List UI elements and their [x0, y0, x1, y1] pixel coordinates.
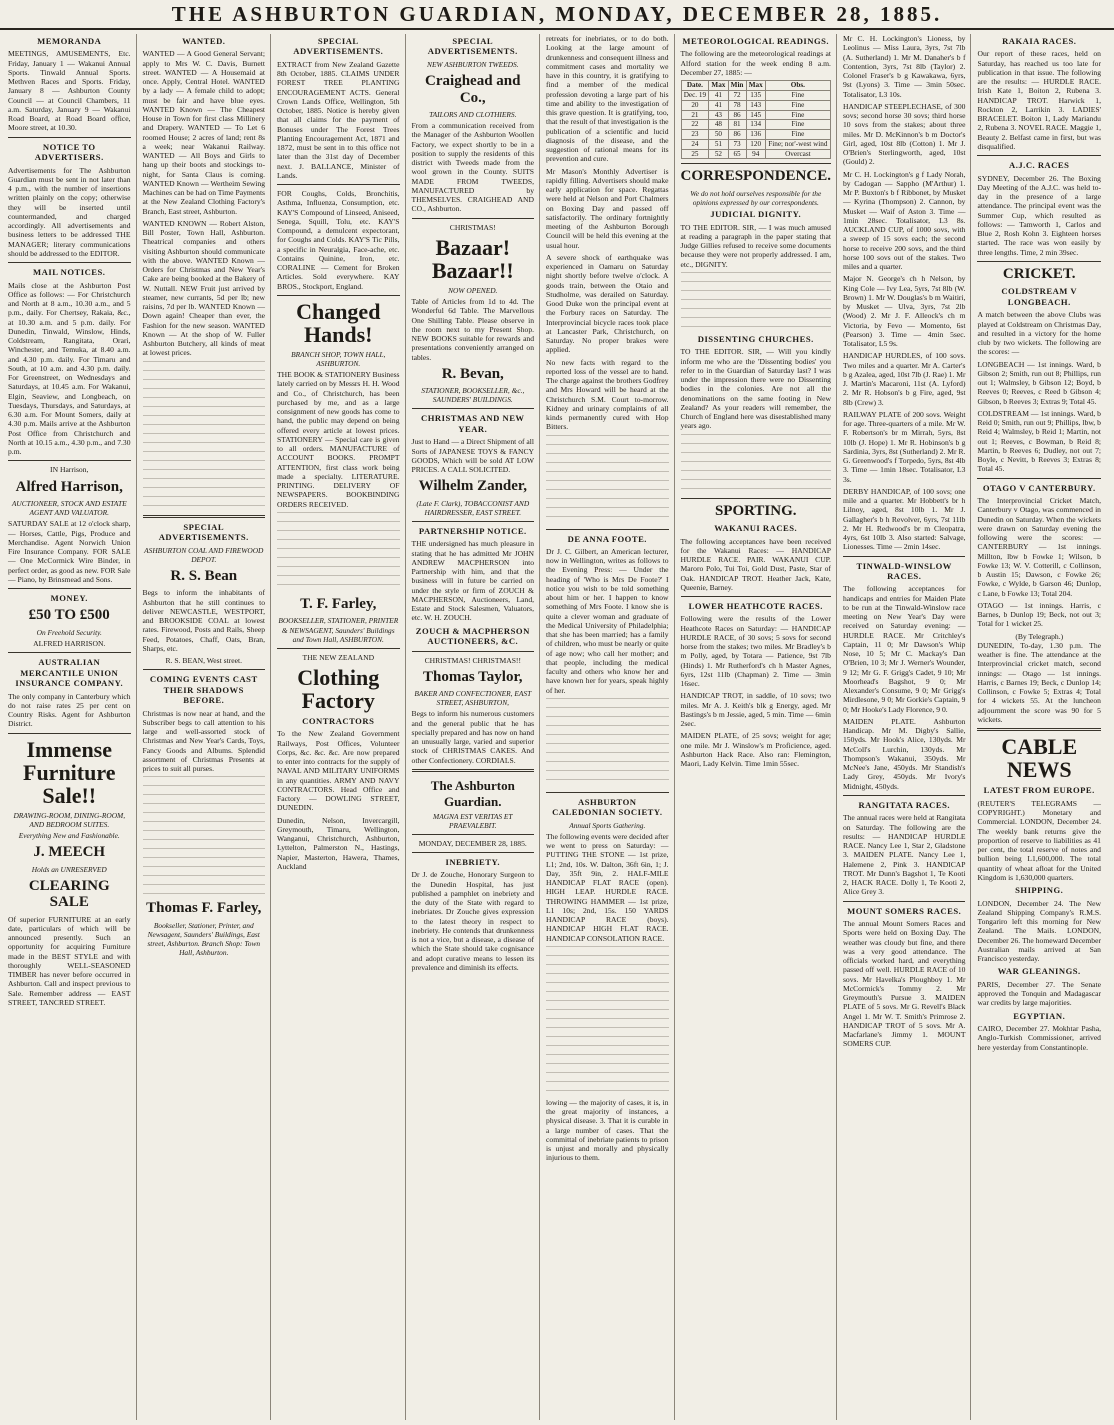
judicial-heading: JUDICIAL DIGNITY.: [710, 209, 802, 220]
partnership-heading: PARTNERSHIP NOTICE.: [418, 525, 527, 536]
column-5: [546, 34, 675, 1420]
small-print-block-5c: [546, 946, 669, 1096]
memoranda-text: MEETINGS, AMUSEMENTS, Etc. Friday, January 1 — Wakanui Annual Sports. Tinwald Annual Sports. Methven Races and Sports. Friday, January 8 — Ashburton County Council — at Council Chambers, 11 a.m. Saturday, January 9 — Wakanui Road Board, at Road Board office, Moore street, at 10.30.: [8, 49, 131, 133]
met-col-header: Max: [746, 81, 765, 91]
tinwald-winslow-text: The following acceptances for handicaps and entries for Maiden Plate to be run at the Tinwald-Winslow race meeting on New Year's Day were received on Saturday evening: — HURDLE RACE. Mr Critchley's Captain, 11 0; Mr Dawson's Whip Nose, 10 5; Mr C. Mackay's Dan O'Brien, 10 3; Mr J. Werner's Wounder, 9 12; Mr G. F. Grigg's Cadet, 9 10; Mr Moorhead's Bagshot, 9 0; Mr Alexander's Consume, 9 0; Mr Grigg's Mirdlesone, 9 0; Mr Gorkie's Captain, 9 0; Mr Hooke's Lady Florence, 9 0.: [842, 584, 966, 714]
met-cell: 145: [746, 110, 765, 120]
wanted-heading: WANTED.: [182, 36, 226, 46]
met-col-header: Min: [728, 81, 746, 91]
special-ads-heading-4: SPECIAL ADVERTISEMENTS.: [427, 36, 518, 57]
ajc-heading: A.J.C. RACES: [1009, 160, 1070, 171]
rakaia-text: Our report of these races, held on Saturday, has reached us too late for publication in that issue. The following are the results: — HURDLE RACE. Irish Kate 1, Boiton 2, Rubena 3. HANDICAP TROT. Harwick 1, Rockton 2, Larrikin 3. LADIES' BRACELET. Boiton 1, Lady Mariandu 2, Rubena 3. NOVEL RACE. Maggie 1, Beauty 2. Belfast came in first, but was disqualified.: [977, 49, 1101, 151]
bazaar-subheading: NOW OPENED.: [448, 285, 498, 295]
small-print-block-5b: [546, 698, 669, 788]
anna-foote-text: Dr J. C. Gilbert, an American lecturer, now in Wellington, writes as follows to the Evening Press: — Under the heading of 'Who is Mrs De Foote?' I notice you wish to be told something about him or her. I happen to know something of Mrs Foote. I know she is quite a clever woman and graduate of the Medical University of Philadelphia; that she has been married; has a family of children, who must be nearly or quite of age now; who call her mother; and that people, including the medical faculty and others who know her and have known her for years, speak highly of her.: [546, 546, 669, 695]
clothing-agencies-text: Dunedin, Nelson, Invercargill, Greymouth, Timaru, Wellington, Wanganui, Christchurch, Ashburton, Lyttelton, Palmerston N., Hastings, Napier, Masterton, Hawera, Thames, Auckland: [277, 815, 400, 871]
farley2-subheading: BOOKSELLER, STATIONER, PRINTER & NEWSAGENT, Saunders' Buildings and Town Hall, ASHBURTON.: [278, 616, 399, 644]
inebriety-heading: INEBRIETY.: [445, 856, 501, 867]
alfred-harrison-text: SATURDAY SALE at 12 o'clock sharp, — Horses, Cattle, Pigs, Produce and Merchandise. Agent Norwich Union Fire Insurance Company. FOR SALE — One McCormick Wire Binder, in perfect order, as good as new. FOR Sale — Piano, by Brinsmead and Sons.: [8, 519, 131, 584]
harrison-subheading: IN Harrison,: [50, 465, 89, 475]
shipping-heading: SHIPPING.: [1015, 885, 1064, 896]
column-1: [8, 34, 137, 1420]
caledonian-heading: ASHBURTON CALEDONIAN SOCIETY.: [552, 796, 663, 818]
meteorological-intro: The following are the meteorological readings at Alford station for the week ending 8 a.m. December 27, 1885: —: [680, 49, 831, 77]
met-cell: Dec. 19: [681, 91, 709, 101]
rangitata-heading: RANGITATA RACES.: [858, 799, 950, 810]
met-cell: 51: [709, 139, 728, 149]
correspondence-heading: CORRESPONDENCE.: [680, 168, 831, 185]
met-cell: 136: [746, 130, 765, 140]
met-cell: 21: [681, 110, 709, 120]
guardian-title: The Ashburton Guardian.: [430, 777, 515, 809]
met-cell: 41: [709, 100, 728, 110]
australian-mercantile-heading: AUSTRALIAN MERCANTILE UNION INSURANCE COMPANY.: [15, 657, 124, 689]
met-cell: 72: [728, 91, 746, 101]
met-cell: Fine: [765, 91, 830, 101]
changed-hands-subheading: BRANCH SHOP, TOWN HALL, ASHBURTON.: [291, 350, 386, 369]
cricket-text: A match between the above Clubs was played at Coldstream on Christmas Day, and resulted in a victory for the home club by two wickets. The following are the scores: —: [977, 310, 1101, 357]
met-cell: 134: [746, 120, 765, 130]
special-ads-heading-3: SPECIAL ADVERTISEMENTS.: [293, 36, 384, 57]
tinwald-winslow-text-2: MAIDEN PLATE. Ashburton Handicap. Mr M. Digby's Sallie, 150yds. Mr Hook's Alice, 130yds. Mr McColl's Lurchin, 130yds. Mr Thompson's Wakanui, 350yds. Mr McNee's Jane, 450yds. Mr Standish's Lady Grey, 450yds. Mr Ivory's Midnight, 450yds.: [842, 716, 966, 791]
alfred-harrison-heading: Alfred Harrison,: [15, 478, 123, 495]
column-8: [977, 34, 1106, 1420]
column-7: [843, 34, 972, 1420]
meteorological-heading: METEOROLOGICAL READINGS.: [682, 36, 830, 46]
met-cell: 22: [681, 120, 709, 130]
met-col-header: Max: [709, 81, 728, 91]
wanted-text-2: WANTED KNOWN — Robert Alston, Bill Poster, Town Hall, Ashburton. Theatrical companies and others visiting Ashburton should communicate with the above. WANTED Known — Orders for Christmas and New Year's Cake are being booked at the Bakery of W. Nuttall. NEW Fruit just arrived by steamer, new currants, 5d per lb; new raisins, 7d per lb. WANTED Known — Down again! Cheaper than ever, the Fashion for the new season. WANTED Known — At the shop of W. Fuller Ashburton Butchery, all kinds of meat at lowest prices.: [142, 218, 266, 358]
christmas-newyear-heading: CHRISTMAS AND NEW YEAR.: [421, 413, 525, 434]
met-cell: Fine: [765, 120, 830, 130]
telegraph-text: DUNEDIN, To-day, 1.30 p.m. The weather is fine. The attendance at the Interprovincial cricket match, second innings: — Otago — 1st innings. Harris, c Barnes 19; Beck, c Dunlop 14; Collinson, c Fowke 5; Extras 4; Total for 4 wickets 55. At the luncheon adjournment the score was 90 for 5 wickets.: [977, 640, 1101, 724]
notice-advertisers-text: Advertisements for The Ashburton Guardian must be sent in not later than 4 p.m., with the number of insertions written plainly on the copy; otherwise they will be inserted until countermanded, and charged accordingly. All advertisements and business letters to be addressed THE MANAGER; literary communications should be addressed to the EDITOR.: [8, 165, 131, 258]
partnership-text: THE undersigned has much pleasure in stating that he has admitted Mr JOHN ANDREW MACPHERSON into Partnership with him, and that the business will in future be carried on under the style or firm of ZOUCH & MACPHERSON, Auctioneers, Land, Estate and Stock Salesmen, Valuators, etc. W. H. ZOUCH.: [411, 539, 535, 623]
kays-text: FOR Coughs, Colds, Bronchitis, Asthma, Influenza, Consumption, etc. KAY'S Compound of Linseed, Aniseed, Senega, Squill, Tolu, etc. KAY'S Compound, a demulcent expectorant, for Coughs and Colds. KAY'S Tic Pills, a specific in Neuralgia, Face-ache, etc. Contains Quinine, Iron, etc. CORALINE — Cement for Broken Articles. Sold everywhere. KAY BROS., Stockport, England.: [277, 189, 400, 291]
local-news-text-3: No new facts with regard to the reported loss of the vessel are to hand. The charge against the brothers Godfrey and Mrs Howard will be heard at the Christchurch S.M. Court to-morrow. Kidney and urinary complaints of all kinds permanently cured with Hop Bitters.: [546, 357, 669, 432]
zander-subheading: (Late F. Clark), TOBACCONIST AND HAIRDRESSER, EAST STREET.: [416, 498, 530, 517]
heathcote-text: Following were the results of the Lower Heathcote Races on Saturday: — HANDICAP HURDLE RACE, of 30 sovs; 5 sovs for second horse from the stakes; two miles. Mr Bradley's b m Polly, aged, by Totara — Patience, 9st 7lb (Hinds) 1. Mr Rutherford's ch h Master Agnes, 6yrs, 12st 11lb (Chapman) 2. Time — 3min 16sec.: [680, 614, 831, 689]
coming-events-text: Christmas is now near at hand, and the Subscriber begs to call attention to his large and well-assorted stock of Christmas and New Year's Cards, Toys, Fancy Goods and Albums. Splendid assortment of Christmas Presents at prices to suit all purses.: [142, 708, 266, 774]
australian-mercantile-text: The only company in Canterbury which do not raise rates 25 per cent on Country Risks. Agent for Ashburton District.: [8, 691, 131, 729]
telegraph-heading: (By Telegraph.): [1015, 631, 1064, 641]
newspaper-columns: [8, 34, 1106, 1420]
ajc-text: SYDNEY, December 26. The Boxing Day Meeting of the A.J.C. was held to-day in the presence of a large attendance. The principal event was the Summer Cup, which resulted as follows: — Tamworth 1, Carlos and Blue 2, Rosh Kohn 3. Eighteen horses started. The race was won easily by three lengths. Time, 2 min 39sec.: [977, 173, 1101, 257]
race-results-text-5: HANDICAP HURDLES, of 100 sovs. Two miles and a quarter. Mr A. Carter's b g Azalea, aged, 10st 7lb (J. Rae) 1. Mr J. Martin's Macaroni, 11st (A. Lyford) 2. Mr R. Hobson's b g Fire, aged, 9st 8lb (Crew) 3.: [842, 351, 966, 407]
met-cell: 143: [746, 100, 765, 110]
column-3: [277, 34, 406, 1420]
special-ads-heading: SPECIAL ADVERTISEMENTS.: [158, 521, 249, 543]
meech-heading: J. MEECH: [33, 844, 106, 861]
small-print-block-3: [277, 512, 400, 592]
mount-somers-heading: MOUNT SOMERS RACES.: [847, 905, 962, 916]
clothing-small-heading: THE NEW ZEALAND: [302, 652, 375, 662]
column-6: [681, 34, 837, 1420]
money-subheading: On Freehold Security.: [36, 627, 102, 637]
egyptian-heading: EGYPTIAN.: [1013, 1010, 1066, 1021]
met-cell: Overcast: [765, 149, 830, 159]
met-cell: 52: [709, 149, 728, 159]
table-row: [681, 91, 830, 101]
correspondence-note: We do not hold ourselves responsible for the opinions expressed by our correspondents.: [690, 188, 822, 208]
column-4: [412, 34, 541, 1420]
race-results-text-4: Major N. George's ch h Nelson, by King Cole — Ivy Lea, 5yrs, 7st 8lb (W. Brown) 1. Mr W. Douglas's b m Waitiri, by Musket — Ulva, 3yrs, 7st 2lb (Wood) 2. Mr J. F. Alleock's ch m Victoria, by Fevo — Momento, 6st (Pearson) 3. Time — 4min 5sec. Totalisator, L5 9s.: [842, 274, 966, 348]
farley-heading: Thomas F. Farley,: [146, 900, 262, 917]
bean-signature: R. S. BEAN, West street.: [165, 656, 242, 666]
met-col-header: Obs.: [765, 81, 830, 91]
table-row: [681, 100, 830, 110]
met-cell: 43: [709, 110, 728, 120]
meteorological-table: [681, 80, 831, 159]
changed-hands-heading: Changed Hands!: [296, 298, 381, 348]
met-cell: 50: [709, 130, 728, 140]
farley-subheading: Bookseller, Stationer, Printer, and Newsagent, Saunders' Buildings, East street, Ashburton. Branch Shop: Town Hall, Ashburton.: [147, 920, 261, 958]
met-cell: 41: [709, 91, 728, 101]
bazaar-heading: Bazaar! Bazaar!!: [431, 234, 514, 283]
money-amount: £50 TO £500: [28, 607, 110, 624]
met-cell: 25: [681, 149, 709, 159]
race-results-text-7: DERBY HANDICAP, of 100 sovs; one mile and a quarter. Mr Hobbett's br h Lilnoy, aged, 8st 10lb 1. Mr J. Gallagher's b h Revolver, 6yrs, 7st 11lb 2. Mr H. Redwood's br m Cleopatra, 4yrs, 6st 10lb 3. Also started: Salvage, Lionesses. Time — 2min 14sec.: [842, 486, 966, 552]
rakaia-heading: RAKAIA RACES.: [1002, 36, 1077, 46]
cable-news-heading: CABLE NEWS: [1001, 734, 1078, 783]
clearing-sale-heading: CLEARING SALE: [28, 877, 110, 911]
table-row: [681, 120, 830, 130]
column-2: [143, 34, 272, 1420]
met-cell: 73: [728, 139, 746, 149]
money-agent: ALFRED HARRISON.: [33, 639, 106, 649]
maiden-text: MAIDEN PLATE, of 25 sovs; weight for age; one mile. Mr J. Winslow's m Proficience, aged. Ashburton Hack Race. Also ran: Flemington, Maori, Lady Kelvin. Time 1min 55sec.: [680, 731, 831, 769]
met-cell: 48: [709, 120, 728, 130]
dissenting-text: TO THE EDITOR. SIR, — Will you kindly inform me who are the 'Dissenting bodies' you refer to in the Guardian of Saturday last? I was under the impression there were no Dissenting bodies in the colonies. Are not all the denominations on the same footing in New Zealand? As your readers will remember, the Church of England here was disestablished many years ago.: [680, 347, 831, 431]
immense-furniture-subheading: DRAWING-ROOM, DINING-ROOM, AND BEDROOM SUITES.: [13, 811, 126, 830]
clothing-factory-text: To the New Zealand Government Railways, Post Offices, Volunteer Corps, &c. &c. &c. Are now prepared to enter into contracts for the supply of NAVAL AND MILITARY UNIFORMS in any quantities. ARMY AND NAVY CONTRACTORS. Head Office and Factory — DOWLING STREET, DUNEDIN.: [277, 729, 400, 813]
met-cell: Fine: [765, 100, 830, 110]
masthead: THE ASHBURTON GUARDIAN, MONDAY, DECEMBER 28, 1885.: [0, 0, 1114, 30]
alfred-harrison-subheading: AUCTIONEER, STOCK AND ESTATE AGENT AND VALUATOR.: [11, 499, 127, 518]
rangitata-text: The annual races were held at Rangitata on Saturday. The following are the results: — HANDICAP HURDLE RACE. Nancy Lee 1, Star 2, Gladstone 3. MAIDEN PLATE. Nancy Lee 1, Halemene 2, Pink 3. HANDICAP TROT. Mr Dunn's Bagshot 1, Te Kooti 2, HACK RACE. Dolly 1, Te Kooti 2, Alice Grey 3.: [842, 813, 966, 897]
bean-heading: R. S. Bean: [170, 567, 238, 584]
wanted-text: WANTED — A Good General Servant; apply to Mrs W. C. Davis, Burnett street. WANTED — A Housemaid at once. Apply, Central Hotel. WANTED by a lady — A female child to adopt; must be fair and have blue eyes. WANTED Known — The Cheapest House in Town for first class Millinery and Drapery. WANTED — To Let 6 roomed House; 2 acres of land; rent 8s a week; near Wakanui Railway. WANTED — All Boys and Girls to hang up their boots and stockings to-night, for Santa Claus is coming. WANTED Known — Wertheim Sewing Machines can be had on Time Payments at the New Zealand Clothing Factory's Branch, East street, Ashburton.: [142, 49, 266, 216]
met-cell: Fine: [765, 130, 830, 140]
otago-canterbury-text-2: OTAGO — 1st innings. Harris, c Barnes, b Dunlop 19; Beck, not out 3; Total for 1 wicket 25.: [977, 600, 1101, 629]
met-cell: 94: [746, 149, 765, 159]
race-results-text-2: HANDICAP STEEPLECHASE, of 300 sovs; second horse 30 sovs; third horse 10 sovs from the stakes; about three miles. Mr D. McKinnon's b m Doctor's Girl, aged, 10st 8lb (Cotton) 1. Mr J. O'Brien's Sterlingworth, aged, 10st (Gould) 2.: [842, 101, 966, 167]
bazaar-pre: CHRISTMAS!: [449, 222, 496, 232]
cable-news-text: (REUTER'S TELEGRAMS — COPYRIGHT.) Monetary and Commercial. LONDON, December 24. The weekly bank returns give the proportion of reserve to liabilities as 41 per cent, the total reserve of notes and bullion being L1,600,000. The total quantity of wheat afloat for the United Kingdom is 1,630,000 quarters.: [977, 798, 1101, 882]
clothing-contractors-heading: CONTRACTORS: [302, 716, 375, 726]
craighead-subheading: TAILORS AND CLOTHIERS.: [429, 110, 517, 119]
craighead-text: From a communication received from the Manager of the Ashburton Woollen Factory, we expect shortly to be in a position to supply the residents of this district with Tweeds made from the wool grown in the County. SUITS MADE FROM TWEEDS, MANUFACTURED by THEMSELVES. CRAIGHEAD AND CO., Ashburton.: [411, 121, 535, 214]
bevan-heading: R. Bevan,: [441, 365, 504, 382]
inebriety-conclusion-text: lowing — the majority of cases, it is, in the great majority of instances, a physical disease. 3. That it is curable in a large number of cases. That the committal of inebriate patients to prison is unjust and morally and physically injurious to them.: [546, 1097, 669, 1163]
race-results-text-3: Mr C. H. Lockington's g f Lady Norah, by Cadogan — Sappho (M'Arthur) 1. Mr P. Buxton's b f Ribbonet, by Musket — Kyrina (Thompson) 2. Cannon, by Musket — Waif of Aston 3. Time — 1min 28sec. Totalisator, L3 8s. AUCKLAND CUP, of 1000 sovs, with a sweep of 15 sovs each; the second horse to receive 200 sovs, and the third horse 100 sovs out of the stakes. Two miles and a quarter.: [842, 169, 966, 271]
cricket-subheading: COLDSTREAM V LONGBEACH.: [1001, 286, 1078, 307]
coming-events-heading: COMING EVENTS CAST THEIR SHADOWS BEFORE.: [149, 674, 258, 706]
taylor-subheading: BAKER AND CONFECTIONER, EAST STREET, ASHBURTON,: [414, 689, 532, 708]
immense-furniture-subheading-2: Everything New and Fashionable.: [18, 831, 120, 841]
local-news-text-1: Mr Mason's Monthly Advertiser is rapidly filling. Advertisers should make early application for space. Regattas were held at Nelson and Port Chalmers on Boxing Day and passed off satisfactorily. The ordinary fortnightly meeting of the Ashburton Borough Council will be held this evening at the usual hour.: [546, 166, 669, 250]
table-row: [681, 139, 830, 149]
farley2-heading: T. F. Farley,: [300, 595, 377, 612]
sporting-heading: SPORTING.: [714, 502, 797, 519]
caledonian-text: The following events were decided after we went to press on Saturday: — PUTTING THE STONE — 1st prize, L1; 2nd, 10s. W. Dalton, 36ft 6in, 1; J. Day, 35ft 9in, 2. HALF-MILE HANDICAP FLAT RACE (open). HIGH LEAP. HURDLE RACE. THROWING HAMMER — 1st prize, L1 10s; 2nd, 15s. 150 YARDS HANDICAP RACE (boys). HANDICAP HIGH FLAT RACE. HANDICAP CONSOLATION RACE.: [546, 831, 669, 943]
christmas-newyear-text: Just to Hand — a Direct Shipment of all Sorts of JAPANESE TOYS & FANCY GOODS, Which will be sold AT LOW PRICES. A CALL SOLICITED.: [411, 437, 535, 475]
small-print-block-6: [681, 272, 831, 332]
wakanui-races-heading: WAKANUI RACES.: [714, 523, 798, 534]
cricket-innings-2: COLDSTREAM — 1st innings. Ward, b Reid 0; Smith, run out 9; Phillips, lbw, b Reid 4; Walmsley, b Reid 1; Martin, not out 1; Reeves, c Bowman, b Reid 8; Martin, b Reeves 6; Dudley, not out 7; Boyle, c Nevitt, b Reeves 3; Extras 8; Total 45.: [977, 408, 1101, 474]
meech-subheading: Holds an UNRESERVED: [31, 864, 107, 874]
met-cell: 86: [728, 110, 746, 120]
inebriety-continued-text: retreats for inebriates, or to do both. Looking at the large amount of drunkenness and consequent illness and commitment cases and mortality we have in this country, it is gratifying to find a member of the medical profession devoting a large part of his time and ability to the investigation of this grave question. It is gratifying, too, that the result of that investigation is the publication of a scientific and lucid diagnosis of the disease, and the suggestion of rational means for its prevention and cure.: [546, 34, 669, 164]
forest-claims-text: EXTRACT from New Zealand Gazette 8th October, 1885. CLAIMS UNDER FOREST TREE PLANTING ENCOURAGEMENT ACTS. General Crown Lands Office, Wellington, 5th October, 1885. Notice is hereby given that all claims for the payment of Bonuses under The Forest Trees Planting Encouragement Act, 1871 and 1872, must be sent in to this office not later than the 31st day of December next. J. BALLANCE, Minister of Lands.: [277, 59, 400, 180]
cricket-heading: CRICKET.: [1002, 265, 1076, 282]
guardian-date: MONDAY, DECEMBER 28, 1885.: [418, 838, 527, 848]
otago-canterbury-heading: OTAGO V CANTERBURY.: [982, 482, 1096, 493]
cable-news-subheading: LATEST FROM EUROPE.: [983, 785, 1095, 796]
changed-hands-text: THE BOOK & STATIONERY Business lately carried on by Messrs H. H. Wood and Co., of Christchurch, has been purchased by me, and as a large consignment of new goods has come to hand, the public may depend on being offered every article at lowest prices. STATIONERY — Special care is given to all orders. MANUFACTURE of ACCOUNT BOOKS. PROMPT ATTENTION, first class work being made a specialty. LITERATURE. PRINTING. DELIVERY OF NEWSPAPERS. BOOKBINDING ORDERS RECEIVED.: [277, 370, 400, 509]
met-cell: 120: [746, 139, 765, 149]
otago-canterbury-text: The Interprovincial Cricket Match, Canterbury v Otago, was commenced in Dunedin on Saturday. When the wickets were drawn on Saturday evening the following were the scores: — CANTERBURY — 1st innings. Millton, lbw b Fowke 1; Wilson, b Fowke 13; W. V. Cotterill, c Collinson, b Austin 15; Dawson, c Fowke 26; Fowke, c Wylde, b Garson 46; Dunlop, c Lane, b Fowke 13; Total 204.: [977, 496, 1101, 598]
heathcote-heading: LOWER HEATHCOTE RACES.: [688, 601, 823, 611]
inebriety-text: Dr J. de Zouche, Honorary Surgeon to the Dunedin Hospital, has just published a pamphlet on inebriety and the duty of the State with regard to inebriates. Dr Zouche gives expression to the latest theory in respect to inebriety. He contends that drunkenness is not a vice, but a disease, a disease of which the State should take cognisance and adopt curative means to lessen its prevalence and diminish its effects.: [411, 870, 535, 972]
bean-text: Begs to inform the inhabitants of Ashburton that he still continues to deliver NEWCASTLE, WESTPORT, and BROOKSIDE COAL at lowest rates. Firewood, Posts and Rails, Sheep Feed, Potatoes, Chaff, Oats, Bran, Sharps, etc.: [142, 588, 266, 653]
taylor-pre: CHRISTMAS! CHRISTMAS!!: [424, 655, 521, 665]
notice-advertisers-heading: NOTICE TO ADVERTISERS.: [34, 141, 104, 163]
met-cell: 86: [728, 130, 746, 140]
bevan-subheading: STATIONER, BOOKSELLER, &c., SAUNDERS' BUILDINGS.: [421, 386, 525, 405]
met-cell: 20: [681, 100, 709, 110]
memoranda-heading: MEMORANDA: [37, 36, 102, 46]
war-gleanings-text: PARIS, December 27. The Senate approved the Tonquin and Madagascar war credits by large majorities.: [977, 979, 1101, 1008]
mail-notices-heading: MAIL NOTICES.: [33, 267, 106, 278]
met-cell: 65: [728, 149, 746, 159]
derby-text: HANDICAP TROT, in saddle, of 10 sovs; two miles. Mr A. J. Keith's blk g Energy, aged. Mr Bastings's b m Jessie, aged, 5 min. Time — 6min 2sec.: [680, 691, 831, 729]
met-cell: 23: [681, 130, 709, 140]
met-cell: 81: [728, 120, 746, 130]
small-print-block-6b: [681, 434, 831, 494]
taylor-text: Begs to inform his numerous customers and the general public that he has specially prepared and has now on hand an unusually large, varied and superior stock of CHRISTMAS CAKES. And other Confectionery. CORDIALS.: [411, 709, 535, 765]
local-news-text-2: A severe shock of earthquake was experienced in Oamaru on Saturday night shortly before twelve o'clock. A goods train, between the Otaio and Studholme, was derailed on Saturday. Good Duke won the principal event at the Forbury races on Saturday. The Interprovincial bicycle races took place at Lancaster Park, Christchurch, on Saturday. No proper brakes were applied.: [546, 252, 669, 355]
tinwald-winslow-heading: TINWALD-WINSLOW RACES.: [856, 560, 952, 581]
war-gleanings-heading: WAR GLEANINGS.: [997, 966, 1081, 977]
met-cell: 78: [728, 100, 746, 110]
small-print-block-2: [143, 776, 266, 896]
judicial-text: TO THE EDITOR. SIR, — I was much amused at reading a paragraph in the paper stating that Judge Gillies refused to receive some documents because they were not properly addressed. I am, etc., DIGNITY.: [680, 222, 831, 269]
mount-somers-text: The annual Mount Somers Races and Sports were held on Boxing Day. The weather was cloudy but fine, and there was a very good attendance. The officials worked hard, and everything passed off well. HURDLE RACE of 10 sovs. Mr Havelka's Ploughboy 1. Mr McCormick's Tommy 2. Mr Greymouth's Pursue 3. MAIDEN PLATE of 5 sovs. Mr G. Revell's Black Angel 1. Mr W. T. Smith's Primrose 2. HANDICAP TROT of 5 sovs. Mr A. Macfarlane's Jimmy 1. MOUNT SOMERS CUP.: [842, 919, 966, 1049]
table-row: [681, 110, 830, 120]
clothing-factory-heading: Clothing Factory: [297, 664, 380, 713]
wakanui-races-text: The following acceptances have been received for the Wakanui Races: — HANDICAP HURDLE RACE. PAIR. WAKANUI CUP. Maroro Polo, Tui Toi, Gold Dust, Paste, Star of Oak. HANDICAP TROT. Heather Jack, Kate, Queenie, Barney.: [680, 536, 831, 592]
taylor-heading: Thomas Taylor,: [423, 668, 523, 685]
bean-subheading: ASHBURTON COAL AND FIREWOOD DEPOT.: [144, 545, 264, 564]
zander-heading: Wilhelm Zander,: [418, 478, 527, 495]
egyptian-text: CAIRO, December 27. Mokhtar Pasha, Anglo-Turkish Commissioner, arrived here yesterday from Constantinople.: [977, 1024, 1101, 1052]
race-results-text-1: Mr C. H. Lockington's Lioness, by Leolinus — Miss Laura, 3yrs, 7st 7lb (A. Sutherland) 1. Mr M. Danaher's b f Contention, 3yrs, 7st 8lb (Taylor) 2. Colonel Fraser's b g Kawakawa, 6yrs, 9st (Lyons) 3. Time — 3min 50sec. Totalisator, L3 10s.: [842, 34, 966, 99]
table-row: [681, 149, 830, 159]
zouch-heading: ZOUCH & MACPHERSON AUCTIONEERS, &C.: [415, 625, 530, 647]
caledonian-subheading: Annual Sports Gathering.: [569, 820, 646, 830]
met-cell: Fine: [765, 110, 830, 120]
shipping-text: LONDON, December 24. The New Zealand Shipping Company's R.M.S. Tongariro left this morning for New Zealand. The Mails. LONDON, December 26. The homeward December Australian mails arrived at San Francisco yesterday.: [977, 898, 1101, 964]
small-print-block-5: [546, 435, 669, 525]
met-cell: Fine; nor'-west wind: [765, 139, 830, 149]
small-print-block: [143, 361, 266, 511]
craighead-heading: Craighead and Co.,: [425, 73, 521, 106]
mail-notices-text: Mails close at the Ashburton Post Office as follows: — For Christchurch and North at 8 a.m., 10.30 a.m., and 5 p.m., daily. For Chertsey, Rakaia, &c., at 10.30 a.m. and 5 p.m. daily. For Dunedin, Tinwald, Winslow, Hinds, Coldstream, Rangitata, Orari, Winchester, and Temuka, at 8.40 a.m. and 4.30 p.m. daily. For Timaru and South, at 10 a.m. and 4.30 p.m. daily. For Greenstreet, on Wednesdays and Saturdays, at 10.45 a.m. For Wakanui, Elgin, Seaview, and Longbeach, on Tuesdays, Thursdays, and Saturdays, at 6.30 a.m. For Mount Somers, daily at 4.30 p.m. Mails arrive at the Ashburton Post Office from Christchurch and North at 10.15 a.m., 4.30 p.m., and 7.30 p.m.: [8, 280, 131, 457]
immense-furniture-heading: Immense Furniture Sale!!: [23, 736, 116, 808]
tweeds-subheading: NEW ASHBURTON TWEEDS.: [427, 59, 519, 69]
cricket-innings-1: LONGBEACH — 1st innings. Ward, b Gibson 2; Smith, run out 8; Phillips, run out 1; Walmsley, b Gibson 12; Boyd, b Reeves 0; Reeves, c Reed b Gibson 4; Gibson, b Reeves 3; Extras 9; Total 45.: [977, 359, 1101, 406]
clearing-sale-text: Of superior FURNITURE at an early date, particulars of which will be announced presently. Such an opportunity for acquiring Furniture made in the BEST STYLE and with thoroughly WELL-SEASONED TIMBER has never before occurred in Ashburton. Call and inspect previous to Sale. Remember address — EAST STREET, TANCRED STREET.: [8, 914, 131, 1007]
guardian-motto: MAGNA EST VERITAS ET PRAEVALEBIT.: [433, 811, 513, 830]
anna-foote-heading: DE ANNA FOOTE.: [567, 533, 647, 544]
table-row: [681, 130, 830, 140]
bazaar-text: Table of Articles from 1d to 4d. The Wonderful 6d Table. The Marvellous One Shilling Table. Please observe in the room next to my Present Shop. NEW BOOKS suitable for rewards and presentations conveniently arranged on tables.: [411, 297, 535, 362]
dissenting-heading: DISSENTING CHURCHES.: [697, 333, 814, 344]
race-results-text-6: RAILWAY PLATE of 200 sovs. Weight for age. Three-quarters of a mile. Mr W. F. Robertson's br m Mirrah, 5yrs, 8st 10lb (J. Hope) 1. Mr R. Hobinson's b g Sardinia, 3yrs, 8st (Sutherland) 2. Mr R. G. Greenwood's f Torpedo, 5yrs, 8st 4lb 3. Time — 1min 18sec. Totalisator, L3 3s.: [842, 409, 966, 484]
money-heading: MONEY.: [50, 593, 88, 603]
met-cell: 135: [746, 91, 765, 101]
met-cell: 24: [681, 139, 709, 149]
met-col-header: Date.: [681, 81, 709, 91]
